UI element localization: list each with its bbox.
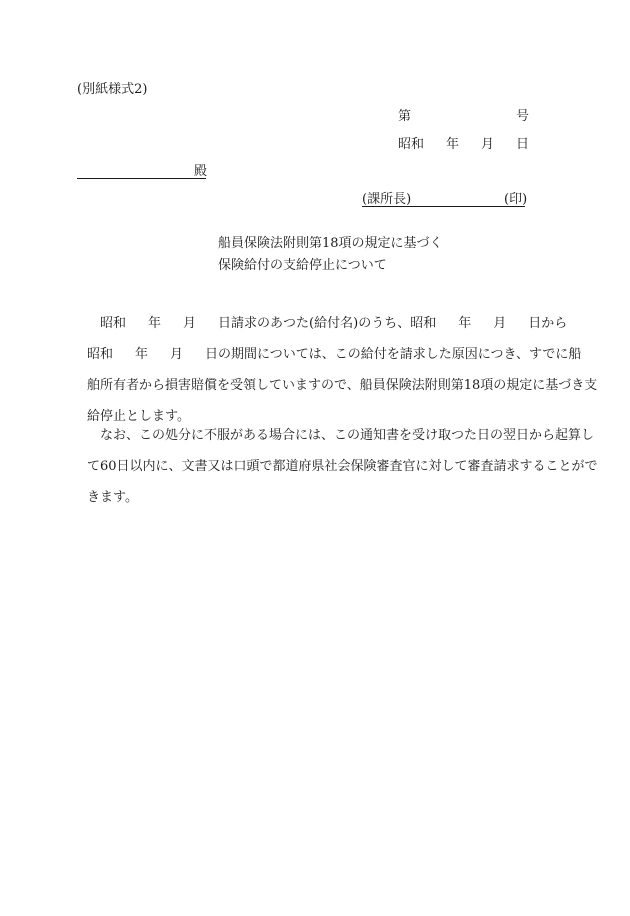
p1-era-2: 昭和 — [87, 347, 114, 362]
p1-month-2: 月 — [493, 316, 507, 331]
p1-period-text: 日の期間については、この給付を請求した原因につき、すでに船 — [205, 347, 582, 362]
addressee-blank-line — [77, 178, 206, 179]
body-p2-line-1 — [87, 420, 595, 451]
p1-year-3: 年 — [135, 347, 149, 362]
p1-year-1: 年 — [148, 316, 162, 331]
date-year-label: 年 — [446, 137, 460, 152]
issuer-seal-mark: (印) — [504, 192, 528, 207]
date-month-label: 月 — [481, 137, 495, 152]
date-day-label: 日 — [516, 137, 530, 152]
body-p2-line-2: て60日以内に、文書又は口頭で都道府県社会保険審査官に対して審査請求することがで — [87, 459, 598, 474]
p1-month-1: 月 — [183, 316, 197, 331]
date-era: 昭和 — [398, 137, 425, 152]
body-p1-line-3: 舶所有者から損害賠償を受領していますので、船員保険法附則第18項の規定に基づき支 — [87, 378, 598, 393]
document-number-prefix: 第 — [398, 109, 412, 124]
issuer-title: (課所長) — [362, 192, 412, 207]
body-paragraph-1 — [87, 308, 598, 432]
document-title-line-1: 船員保険法附則第18項の規定に基づく — [218, 236, 443, 251]
p2-line-1-text: なお、この処分に不服がある場合には、この通知書を受け取つた日の翌日から起算し — [100, 428, 595, 443]
p1-month-3: 月 — [170, 347, 184, 362]
body-p1-line-2 — [87, 339, 582, 370]
body-paragraph-2 — [87, 420, 598, 513]
p1-year-2: 年 — [458, 316, 472, 331]
document-title-line-2: 保険給付の支給停止について — [218, 258, 387, 273]
p1-era-1: 昭和 — [100, 316, 127, 331]
body-p1-line-4: 給停止とします。 — [87, 409, 190, 424]
body-p1-line-1 — [87, 308, 568, 339]
body-p2-line-3: きます。 — [87, 490, 138, 505]
p1-request-text: 日請求のあつた(給付名)のうち、昭和 — [218, 316, 437, 331]
addressee-honorific: 殿 — [194, 164, 208, 179]
form-label: (別紙様式2) — [77, 82, 148, 97]
document-number-suffix: 号 — [516, 109, 530, 124]
p1-from-day: 日から — [528, 316, 568, 331]
